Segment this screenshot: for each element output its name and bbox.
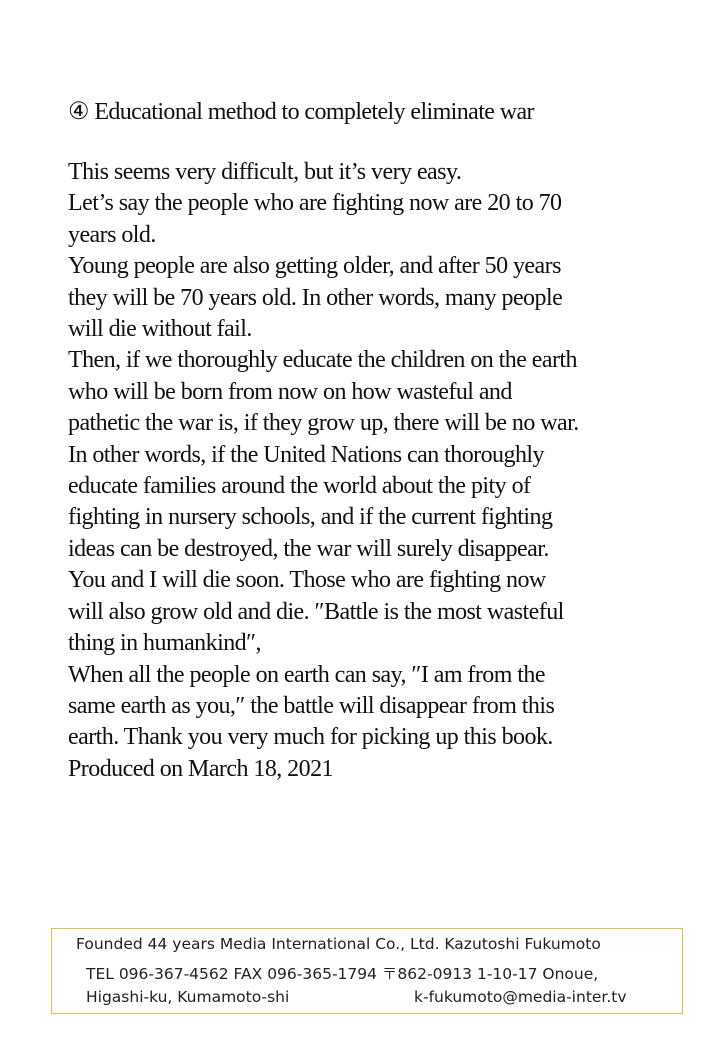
body-line: You and I will die soon. Those who are fighting now [68, 567, 546, 594]
company-info: Founded 44 years Media International Co., Ltd. Kazutoshi Fukumoto [76, 935, 601, 953]
body-line: years old. [68, 221, 156, 248]
body-line: ideas can be destroyed, the war will surely disappear. [68, 535, 549, 562]
email-address: k-fukumoto@media-inter.tv [414, 988, 627, 1006]
body-line: Young people are also getting older, and after 50 years [68, 253, 561, 280]
body-line: fighting in nursery schools, and if the current fighting [68, 504, 553, 531]
produced-date: Produced on March 18, 2021 [68, 755, 333, 782]
contact-footer [51, 928, 683, 1014]
body-line: will die without fail. [68, 316, 252, 343]
body-line: they will be 70 years old. In other words, many people [68, 284, 563, 311]
body-line: same earth as you,″ the battle will disappear from this [68, 692, 555, 719]
body-line: will also grow old and die. ″Battle is the most wasteful [68, 598, 564, 625]
body-line: educate families around the world about the pity of [68, 473, 531, 500]
body-line: When all the people on earth can say, ″I am from the [68, 661, 545, 688]
body-line: pathetic the war is, if they grow up, there will be no war. [68, 410, 579, 437]
body-line: Let’s say the people who are fighting now are 20 to 70 [68, 190, 562, 217]
body-line: thing in humankind″, [68, 630, 261, 657]
body-line: who will be born from now on how wasteful and [68, 378, 512, 405]
phone-address: TEL 096-367-4562 FAX 096-365-1794 〒862-0913 1-10-17 Onoue, [86, 965, 599, 983]
body-line: Then, if we thoroughly educate the children on the earth [68, 347, 578, 374]
body-text [68, 157, 708, 785]
body-line: This seems very difficult, but it’s very easy. [68, 159, 462, 185]
page-heading: ④ Educational method to completely eliminate war [68, 99, 534, 125]
body-line: In other words, if the United Nations can thoroughly [68, 441, 544, 468]
address-city: Higashi-ku, Kumamoto-shi [86, 988, 290, 1006]
body-line: earth. Thank you very much for picking up this book. [68, 724, 553, 751]
